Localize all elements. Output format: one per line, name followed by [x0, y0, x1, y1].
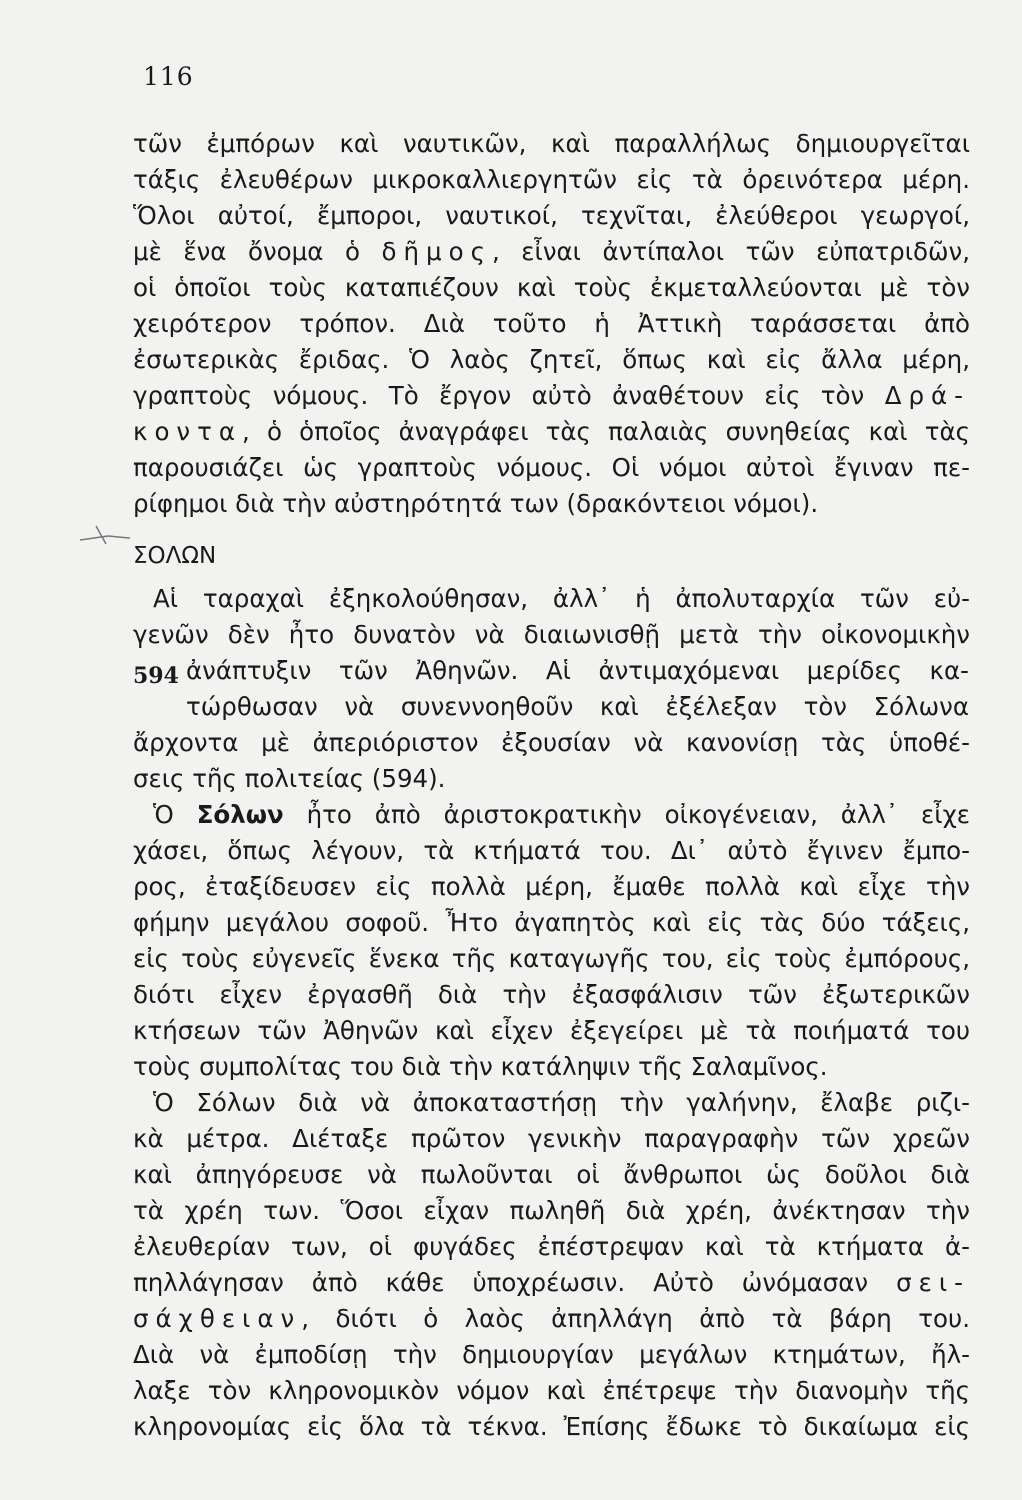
text-line: γενῶν δὲν ἦτο δυνατὸν νὰ διαιωνισθῇ μετὰ τὴν οἰκονομικὴν [133, 620, 970, 649]
text-line: χάσει, ὅπως λέγουν, τὰ κτήματά του. Δι᾽ αὐτὸ ἔγινεν ἔμπο- [133, 836, 970, 865]
text-line: Ὁ Σόλων διὰ νὰ ἀποκαταστήσῃ τὴν γαλήνην, ἔλαβε ριζι- [153, 1088, 970, 1117]
text-line: σεις τῆς πολιτείας (594). [133, 764, 446, 793]
text-line: Ὅλοι αὐτοί, ἔμποροι, ναυτικοί, τεχνῖται, ἐλεύθεροι γεωργοί, [133, 201, 970, 230]
text-line: ἀνάπτυξιν τῶν Ἀθηνῶν. Αἱ ἀντιμαχόμεναι μερίδες κα- [186, 656, 969, 685]
text-line: τώρθωσαν νὰ συνεννοηθοῦν καὶ ἐξέλεξαν τὸν Σόλωνα [186, 692, 969, 721]
text-run: μὲ ἕνα ὄνομα ὁ [133, 237, 382, 266]
text-run: Ὁ [153, 800, 197, 829]
text-line [133, 234, 970, 270]
text-line: Αἱ ταραχαὶ ἐξηκολούθησαν, ἀλλ᾽ ἡ ἀπολυταρχία τῶν εὐ- [153, 584, 970, 613]
text-line: Διὰ νὰ ἐμποδίσῃ τὴν δημιουργίαν μεγάλων κτημάτων, ἤλ- [133, 1340, 970, 1369]
bold-term: Σόλων [196, 800, 284, 829]
text-line: εἰς τοὺς εὐγενεῖς ἕνεκα τῆς καταγωγῆς του, εἰς τοὺς ἐμπόρους, [133, 944, 970, 973]
text-line: χειρότερον τρόπον. Διὰ τοῦτο ἡ Ἀττικὴ ταράσσεται ἀπὸ [133, 309, 970, 338]
text-line: ρίφημοι διὰ τὴν αὐστηρότητά των (δρακόντειοι νόμοι). [133, 489, 819, 518]
text-run: γραπτοὺς νόμους. Τὸ ἔργον αὐτὸ ἀναθέτουν εἰς τὸν [133, 381, 885, 410]
text-line: κὰ μέτρα. Διέταξε πρῶτον γενικὴν παραγραφὴν τῶν χρεῶν [133, 1124, 970, 1153]
text-run: ἦτο ἀπὸ ἀριστοκρατικὴν οἰκογένειαν, ἀλλ᾽ εἶχε [283, 800, 970, 829]
text-line: διότι εἶχεν ἐργασθῆ διὰ τὴν ἐξασφάλισιν τῶν ἐξωτερικῶν [133, 980, 970, 1009]
text-line: τῶν ἐμπόρων καὶ ναυτικῶν, καὶ παραλλήλως δημιουργεῖται [133, 129, 970, 158]
page-number: 116 [143, 62, 194, 91]
text-line [133, 1301, 970, 1337]
text-run: πηλλάγησαν ἀπὸ κάθε ὑποχρέωσιν. Αὐτὸ ὠνόμασαν [133, 1268, 897, 1297]
text-run: , διότι ὁ λαὸς ἀπηλλάγη ἀπὸ τὰ βάρη του. [301, 1304, 970, 1333]
text-line: ἄρχοντα μὲ ἀπεριόριστον ἐξουσίαν νὰ κανονίσῃ τὰς ὑποθέ- [133, 728, 970, 757]
pencil-mark-icon [78, 518, 133, 548]
text-line [153, 797, 970, 833]
emphasized-term: δῆμος [381, 237, 492, 266]
text-run: , ὁ ὁποῖος ἀναγράφει τὰς παλαιὰς συνηθείας καὶ τὰς [242, 417, 970, 446]
text-line: κληρονομίας εἰς ὅλα τὰ τέκνα. Ἐπίσης ἔδωκε τὸ δικαίωμα εἰς [133, 1412, 970, 1441]
text-run: , εἶναι ἀντίπαλοι τῶν εὐπατριδῶν, [491, 237, 970, 266]
text-line: τοὺς συμπολίτας του διὰ τὴν κατάληψιν τῆς Σαλαμῖνος. [133, 1052, 828, 1081]
section-heading: ΣΟΛΩΝ [133, 543, 217, 569]
text-line: κτήσεων τῶν Ἀθηνῶν καὶ εἶχεν ἐξεγείρει μὲ τὰ ποιήματά του [133, 1016, 970, 1045]
text-line: παρουσιάζει ὡς γραπτοὺς νόμους. Οἱ νόμοι αὐτοὶ ἔγιναν πε- [133, 453, 970, 482]
text-line: καὶ ἀπηγόρευσε νὰ πωλοῦνται οἱ ἄνθρωποι ὡς δοῦλοι διὰ [133, 1160, 970, 1189]
emphasized-term: σει- [896, 1268, 970, 1297]
text-line: ρος, ἐταξίδευσεν εἰς πολλὰ μέρη, ἔμαθε πολλὰ καὶ εἶχε τὴν [133, 872, 970, 901]
text-line: ἐσωτερικὰς ἔριδας. Ὁ λαὸς ζητεῖ, ὅπως καὶ εἰς ἄλλα μέρη, [133, 345, 970, 374]
emphasized-term: Δρά- [884, 381, 970, 410]
text-line [133, 414, 970, 450]
margin-year: 594 [133, 663, 179, 689]
text-line: φήμην μεγάλου σοφοῦ. Ἦτο ἀγαπητὸς καὶ εἰς τὰς δύο τάξεις, [133, 908, 970, 937]
text-line: τάξις ἐλευθέρων μικροκαλλιεργητῶν εἰς τὰ ὀρεινότερα μέρη. [133, 165, 970, 194]
text-line: οἱ ὁποῖοι τοὺς καταπιέζουν καὶ τοὺς ἐκμεταλλεύονται μὲ τὸν [133, 273, 970, 302]
emphasized-term: σάχθειαν [133, 1304, 302, 1333]
text-line: λαξε τὸν κληρονομικὸν νόμον καὶ ἐπέτρεψε τὴν διανομὴν τῆς [133, 1376, 970, 1405]
text-line [133, 1265, 970, 1301]
text-line: ἐλευθερίαν των, οἱ φυγάδες ἐπέστρεψαν καὶ τὰ κτήματα ἀ- [133, 1232, 970, 1261]
text-line: τὰ χρέη των. Ὅσοι εἶχαν πωληθῆ διὰ χρέη, ἀνέκτησαν τὴν [133, 1196, 970, 1225]
text-line [133, 378, 970, 414]
emphasized-term: κοντα [133, 417, 243, 446]
